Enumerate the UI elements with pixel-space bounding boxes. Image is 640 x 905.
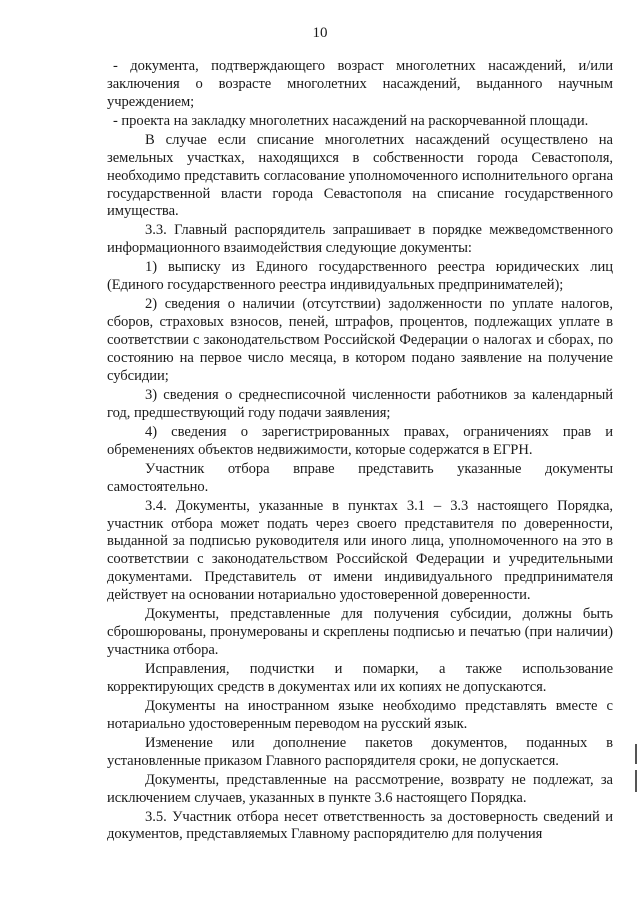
paragraph-4: 3.3. Главный распорядитель запрашивает в порядке межведомственного информационного взаимодействия следующие документы: xyxy=(107,222,613,257)
paragraph-7: 3) сведения о среднесписочной численности работников за календарный год, предшествующий году подачи заявления; xyxy=(107,386,613,421)
scan-edge-mark xyxy=(635,770,637,792)
paragraph-15: Документы, представленные на рассмотрение, возврату не подлежат, за исключением случаев, указанных в пункте 3.6 настоящего Порядка. xyxy=(107,771,613,806)
paragraph-2: - проекта на закладку многолетних насаждений на раскорчеванной площади. xyxy=(113,112,589,129)
paragraph-6: 2) сведения о наличии (отсутствии) задолженности по уплате налогов, сборов, страховых взносов, пеней, штрафов, процентов, подлежащих уплате в соответствии с законодательством Российской Федерации о налогах и сборах, по состоянию на первое число месяца, в котором подано заявление на получение субсидии; xyxy=(107,296,613,384)
paragraph-10: 3.4. Документы, указанные в пунктах 3.1 – 3.3 настоящего Порядка, участник отбора может подать через своего представителя по доверенности, выданной за подписью руководителя или иного лица, уполномоченного на это в соответствии с законодательством Российской Федерации и учредительными документами. Представитель от имени индивидуального предпринимателя действует на основании нотариально удостоверенной доверенности. xyxy=(107,497,613,604)
paragraph-11: Документы, представленные для получения субсидии, должны быть сброшюрованы, пронумерованы и скреплены подписью и печатью (при наличии) участника отбора. xyxy=(107,606,613,658)
paragraph-16: 3.5. Участник отбора несет ответственность за достоверность сведений и документов, представляемых Главному распорядителю для получения xyxy=(107,808,613,843)
paragraph-13: Документы на иностранном языке необходимо представлять вместе с нотариально удостоверенным переводом на русский язык. xyxy=(107,697,613,732)
paragraph-3: В случае если списание многолетних насаждений осуществлено на земельных участках, находящихся в собственности города Севастополя, необходимо представить согласование уполномоченного исполнительного органа государственной власти города Севастополя на списание государственного имущества. xyxy=(107,131,613,220)
paragraph-9: Участник отбора вправе представить указанные документы самостоятельно. xyxy=(107,460,613,495)
paragraph-12: Исправления, подчистки и помарки, а также использование корректирующих средств в документах или их копиях не допускаются. xyxy=(107,660,613,695)
document-body xyxy=(107,58,613,845)
page-number: 10 xyxy=(312,25,328,41)
paragraph-14: Изменение или дополнение пакетов документов, поданных в установленные приказом Главного распорядителя сроки, не допускается. xyxy=(107,734,613,769)
scan-edge-mark xyxy=(635,744,637,764)
paragraph-8: 4) сведения о зарегистрированных правах, ограничениях прав и обременениях объектов недвижимости, которые содержатся в ЕГРН. xyxy=(107,423,613,458)
paragraph-5: 1) выписку из Единого государственного реестра юридических лиц (Единого государственного реестра индивидуальных предпринимателей); xyxy=(107,259,613,294)
paragraph-1: - документа, подтверждающего возраст многолетних насаждений, и/или заключения о возрасте многолетних насаждений, выданного научным учреждением; xyxy=(107,58,613,110)
